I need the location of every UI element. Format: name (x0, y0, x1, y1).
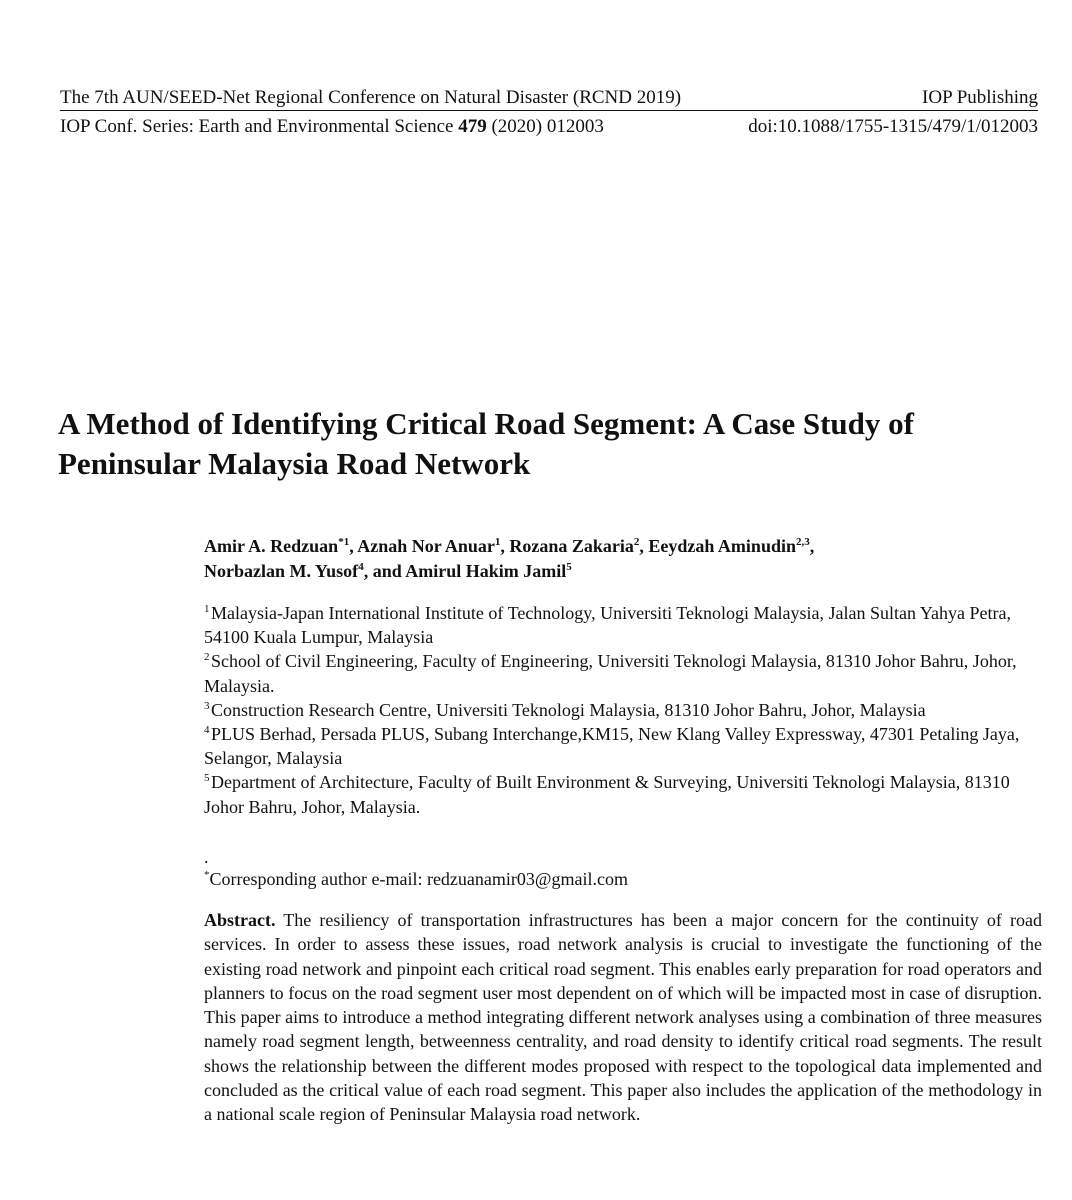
stray-dot: . (204, 847, 209, 867)
affiliation-mark: 2 (204, 651, 210, 664)
corresponding-mark: * (204, 869, 210, 881)
author-name: Amir A. Redzuan (204, 536, 339, 556)
series-suffix: (2020) 012003 (486, 116, 604, 137)
series-prefix: IOP Conf. Series: Earth and Environmental Science (60, 116, 459, 137)
affiliation-mark: 1 (204, 603, 210, 615)
affiliation-mark: 5 (204, 772, 210, 785)
abstract-text: The resiliency of transportation infrastructures has been a major concern for the continuity of road services. In order to assess these issues, road network analysis is crucial to investigate the functioning of the existing road network and pinpoint each critical road segment. This enables early preparation for road operators and planners to focus on the road segment user most dependent on of which will be impacted most in case of disruption. This paper aims to introduce a method integrating different network analyses using a combination of three measures namely road segment length, betweenness centrality, and road density to identify critical road segments. The result shows the relationship between the different modes proposed with respect to the topological data implemented and concluded as the critical value of each road segment. This paper also includes the application of the methodology in a national scale region of Peninsular Malaysia road network. (204, 910, 1042, 1125)
abstract (204, 908, 1042, 1127)
author-list (204, 534, 1034, 584)
author-separator: , and (363, 561, 406, 581)
affiliation-mark: 4 (204, 724, 210, 737)
doi-link[interactable]: doi:10.1088/1755-1315/479/1/012003 (748, 116, 1038, 137)
paper-title: A Method of Identifying Critical Road Segment: A Case Study of Peninsular Malaysia Road Network (58, 406, 914, 481)
corresponding-author (204, 867, 1034, 891)
author (357, 536, 509, 556)
corresponding-email[interactable]: Corresponding author e-mail: redzuanamir03@gmail.com (209, 869, 628, 889)
affiliation-text: School of Civil Engineering, Faculty of Engineering, Universiti Teknologi Malaysia, 81310 Johor Bahru, Johor, Malaysia. (204, 651, 1017, 696)
author-affil-mark: 5 (566, 561, 572, 573)
author-name: Rozana Zakaria (509, 536, 634, 556)
affiliation-list (204, 601, 1044, 819)
abstract-label: Abstract. (204, 910, 276, 930)
affiliation-text: Malaysia-Japan International Institute of Technology, Universiti Teknologi Malaysia, Jalan Sultan Yahya Petra, 54100 Kuala Lumpur, Malaysia (204, 603, 1011, 648)
author-affil-mark: 4 (358, 561, 364, 573)
author (405, 561, 572, 581)
conference-name: The 7th AUN/SEED-Net Regional Conference on Natural Disaster (RCND 2019) (60, 87, 682, 108)
author-affil-mark: 2 (633, 536, 640, 548)
author-separator: , (809, 536, 815, 556)
running-header-top (60, 86, 1038, 110)
affiliation (204, 722, 1044, 770)
author-separator: , (639, 536, 649, 556)
affiliation (204, 770, 1044, 818)
publisher-name: IOP Publishing (922, 87, 1038, 108)
affiliation-text: Department of Architecture, Faculty of Built Environment & Surveying, Universiti Teknologi Malaysia, 81310 Johor Bahru, Johor, Malaysia. (204, 772, 1010, 817)
author-name: Eeydzah Aminudin (648, 536, 796, 556)
author (204, 536, 357, 556)
affiliation-mark: 3 (204, 699, 210, 712)
journal-series (60, 115, 604, 139)
header-rule (60, 110, 1038, 111)
author-separator: , (500, 536, 510, 556)
author-separator: , (349, 536, 358, 556)
volume-number: 479 (458, 116, 487, 137)
author-affil-mark: 2,3 (795, 536, 810, 548)
affiliation (204, 698, 1044, 722)
affiliation (204, 649, 1044, 697)
author (509, 536, 648, 556)
author (648, 536, 814, 556)
author-name: Amirul Hakim Jamil (405, 561, 567, 581)
author-affil-mark: 1 (494, 536, 501, 548)
author-name: Aznah Nor Anuar (357, 536, 495, 556)
affiliation-text: PLUS Berhad, Persada PLUS, Subang Interchange,KM15, New Klang Valley Expressway, 47301 Petaling Jaya, Selangor, Malaysia (204, 724, 1020, 769)
affiliation (204, 601, 1044, 649)
running-header-bottom (60, 115, 1038, 139)
author-affil-mark: *1 (338, 536, 350, 548)
affiliation-text: Construction Research Centre, Universiti Teknologi Malaysia, 81310 Johor Bahru, Johor, Malaysia (211, 699, 926, 720)
author-name: Norbazlan M. Yusof (204, 561, 359, 581)
author (204, 561, 405, 581)
